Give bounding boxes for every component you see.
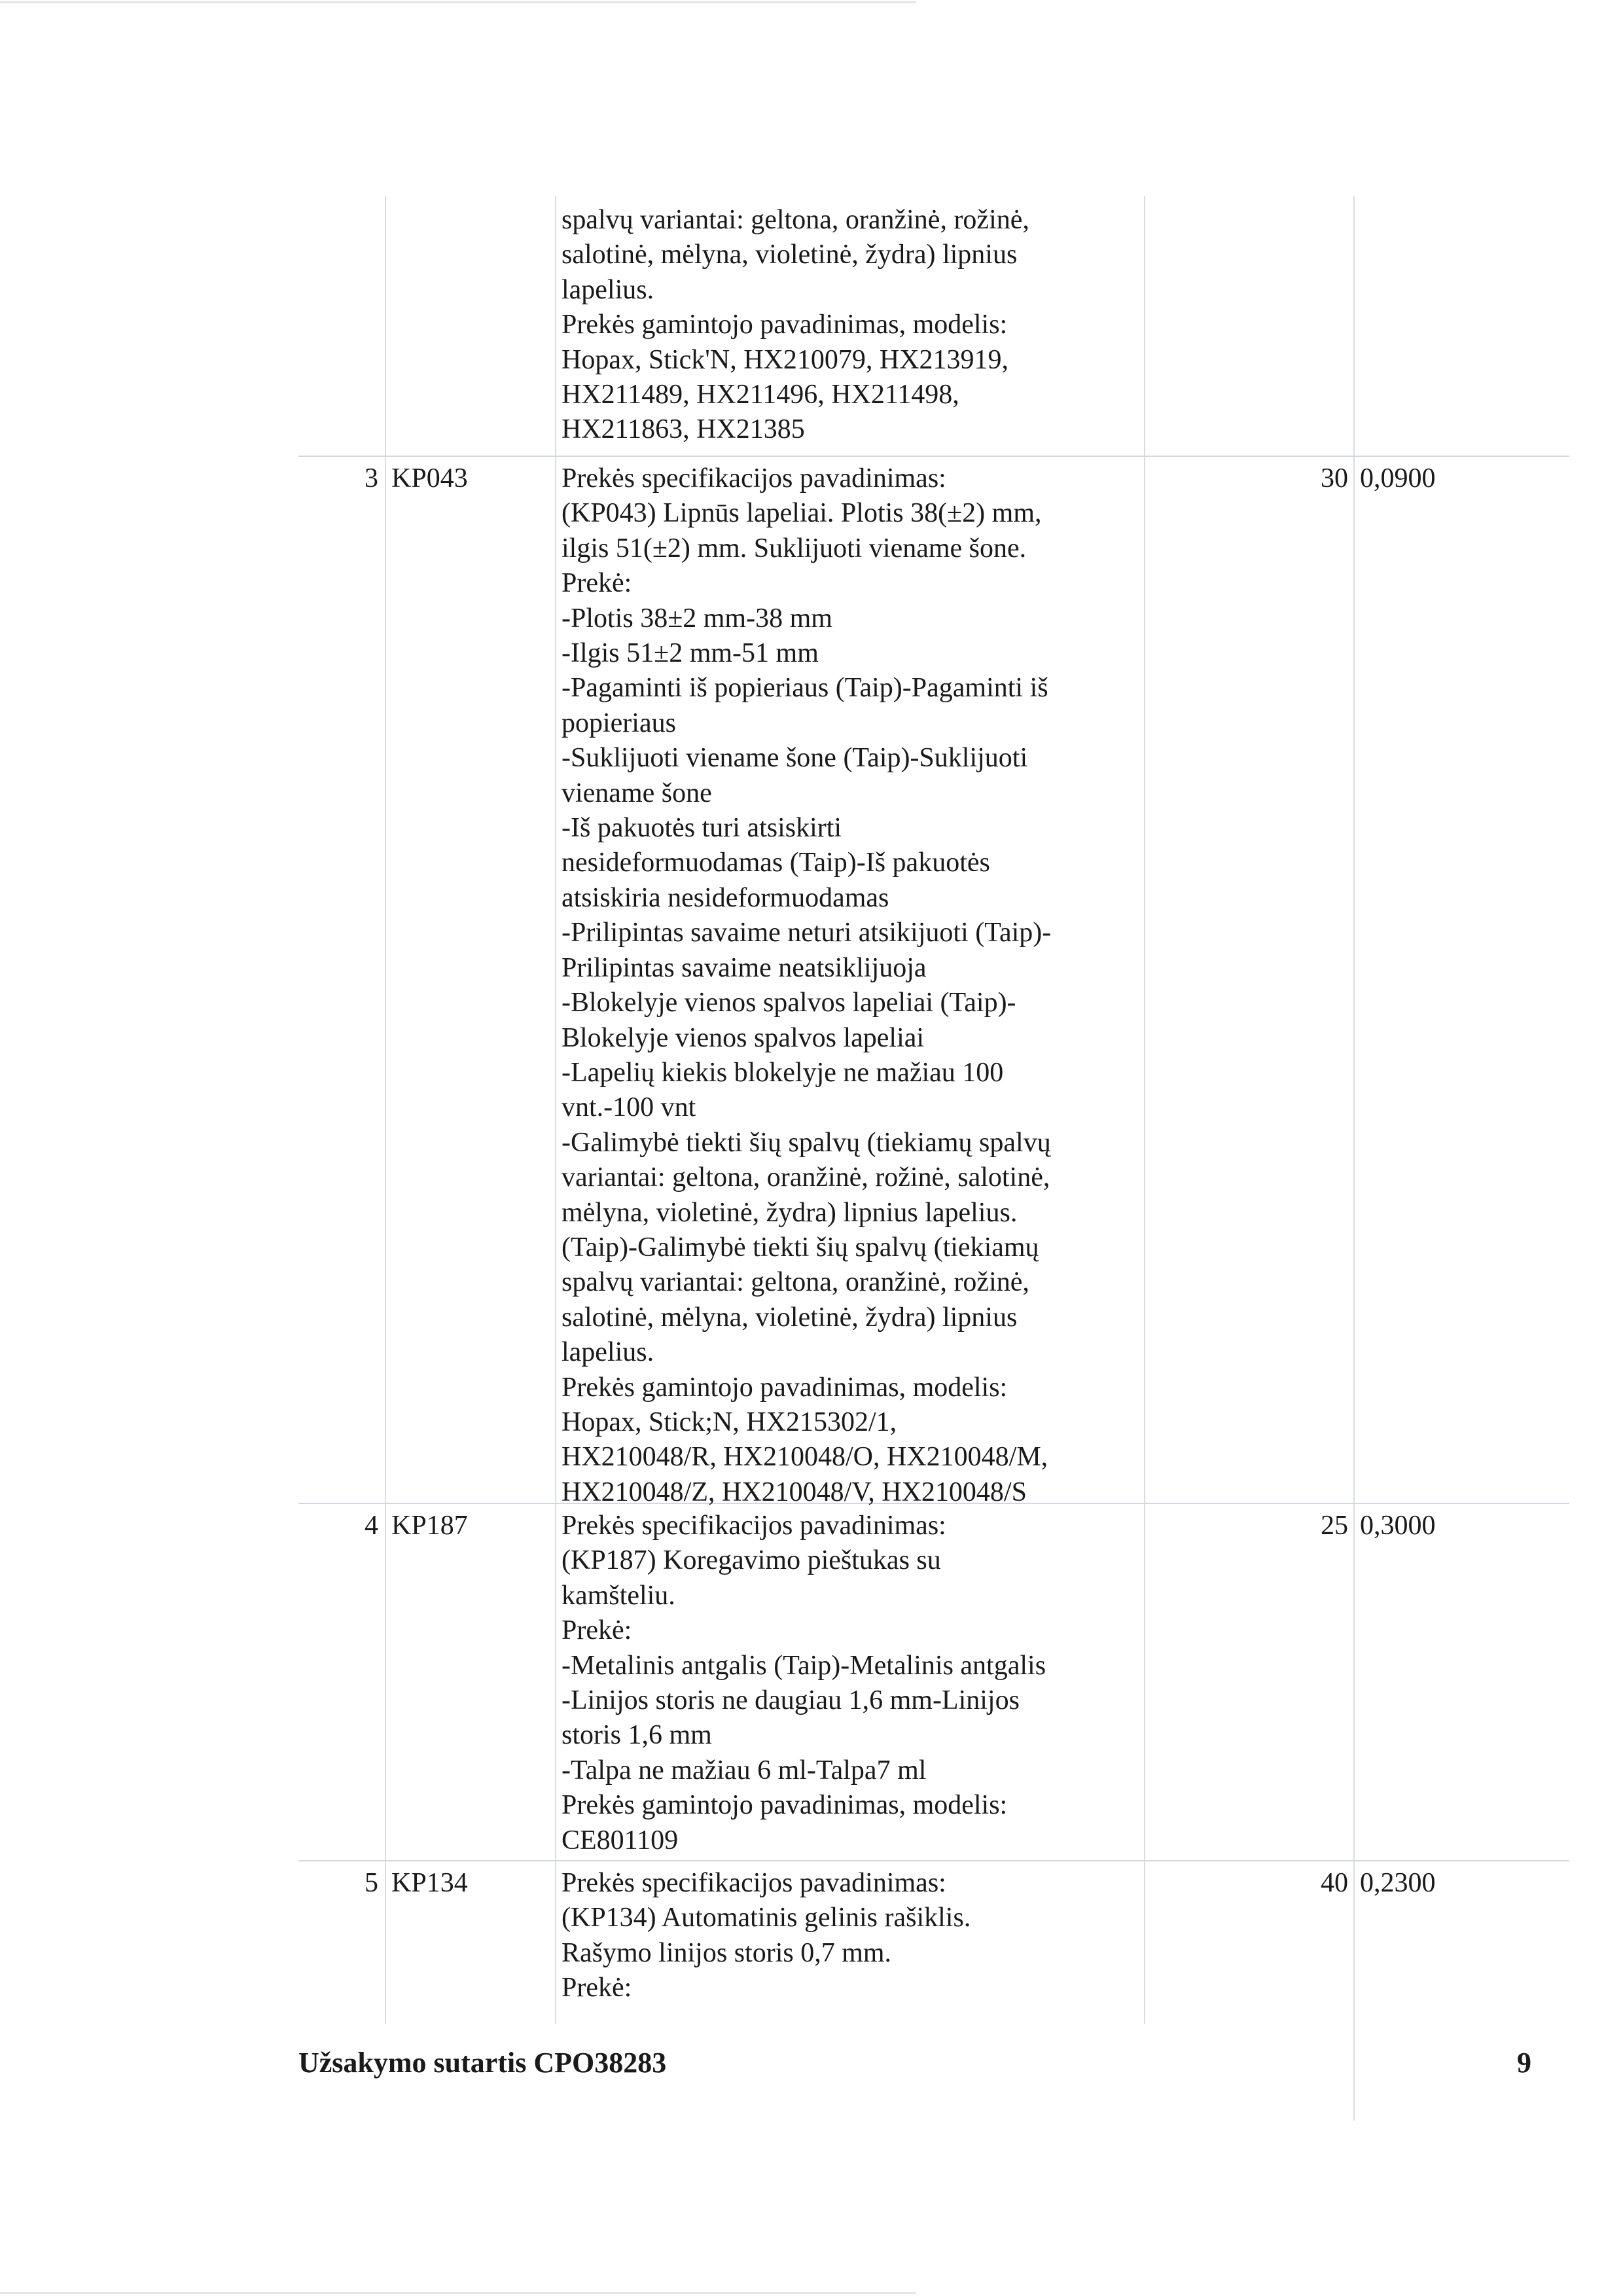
description-line: -Talpa ne mažiau 6 ml-Talpa7 ml: [562, 1755, 927, 1785]
description-line: Prilipintas savaime neatsiklijuoja: [562, 952, 927, 983]
description-line: -Metalinis antgalis (Taip)-Metalinis antgalis: [562, 1650, 1046, 1681]
row-number: 3: [365, 463, 378, 493]
scan-edge-top: [0, 1, 916, 3]
description-line: -Prilipintas savaime neturi atsikijuoti (Taip)-: [562, 918, 1052, 948]
description-line: Prekės specifikacijos pavadinimas:: [562, 463, 946, 493]
description-line: Blokelyje vienos spalvos lapeliai: [562, 1022, 925, 1053]
description-line: lapelius.: [562, 1337, 654, 1368]
description-line: HX210048/R, HX210048/O, HX210048/M,: [562, 1442, 1048, 1473]
description-line: variantai: geltona, oranžinė, rožinė, salotinė,: [562, 1162, 1050, 1193]
table-column-line: [1353, 196, 1355, 2121]
description-line: -Ilgis 51±2 mm-51 mm: [562, 638, 819, 669]
quantity: 40: [1321, 1868, 1348, 1898]
continued-description: [562, 203, 1137, 448]
footer-contract-title: Užsakymo sutartis CPO38283: [298, 2047, 667, 2079]
table-column-line: [1144, 196, 1145, 2024]
description-line: Prekės specifikacijos pavadinimas:: [562, 1868, 946, 1898]
description-line: mėlyna, violetinė, žydra) lipnius lapelius.: [562, 1197, 1018, 1228]
description-line: -Pagaminti iš popieriaus (Taip)-Pagaminti iš: [562, 673, 1048, 704]
table-row-line: [298, 456, 1569, 457]
description-line: ilgis 51(±2) mm. Suklijuoti viename šone.: [562, 533, 1027, 564]
description-line: salotinė, mėlyna, violetinė, žydra) lipnius: [562, 1302, 1018, 1333]
description-line: Prekė:: [562, 1973, 632, 2003]
description-line: Prekės gamintojo pavadinimas, modelis:: [562, 1790, 1008, 1821]
description-line: vnt.-100 vnt: [562, 1092, 696, 1123]
description-line: viename šone: [562, 778, 712, 808]
quantity: 30: [1321, 463, 1348, 493]
description-line: salotinė, mėlyna, violetinė, žydra) lipnius: [562, 240, 1018, 270]
description-line: (KP187) Koregavimo pieštukas su: [562, 1545, 941, 1576]
description-line: -Iš pakuotės turi atsiskirti: [562, 813, 842, 844]
description-line: Prekė:: [562, 568, 632, 599]
product-description: [562, 1866, 1137, 2006]
description-line: -Suklijuoti viename šone (Taip)-Suklijuoti: [562, 743, 1028, 774]
description-line: CE801109: [562, 1825, 679, 1856]
description-line: -Plotis 38±2 mm-38 mm: [562, 603, 832, 634]
scan-edge-bottom: [0, 2292, 916, 2294]
quantity: 25: [1321, 1511, 1348, 1541]
product-code: KP134: [391, 1868, 468, 1898]
description-line: -Blokelyje vienos spalvos lapeliai (Taip)-: [562, 988, 1016, 1018]
table-column-line: [385, 196, 386, 2024]
product-description: [562, 1509, 1137, 1858]
description-line: popieriaus: [562, 708, 676, 738]
description-line: nesideformuodamas (Taip)-Iš pakuotės: [562, 848, 990, 878]
description-line: HX211489, HX211496, HX211498,: [562, 380, 959, 410]
table-row-line: [298, 1860, 1569, 1861]
description-line: storis 1,6 mm: [562, 1720, 712, 1751]
description-line: -Linijos storis ne daugiau 1,6 mm-Linijos: [562, 1685, 1020, 1716]
row-number: 5: [365, 1868, 378, 1898]
description-line: HX211863, HX21385: [562, 414, 805, 445]
description-line: Prekės gamintojo pavadinimas, modelis:: [562, 310, 1008, 340]
product-description: [562, 461, 1137, 1510]
description-line: Hopax, Stick;N, HX215302/1,: [562, 1407, 897, 1437]
unit-price: 0,2300: [1360, 1868, 1436, 1898]
product-code: KP043: [391, 463, 468, 493]
description-line: Prekės specifikacijos pavadinimas:: [562, 1511, 946, 1541]
description-line: atsiskiria nesideformuodamas: [562, 882, 889, 913]
description-line: spalvų variantai: geltona, oranžinė, rožinė,: [562, 205, 1029, 235]
unit-price: 0,3000: [1360, 1511, 1436, 1541]
description-line: (KP043) Lipnūs lapeliai. Plotis 38(±2) mm,: [562, 498, 1042, 529]
description-line: Prekė:: [562, 1615, 632, 1646]
description-line: -Galimybė tiekti šių spalvų (tiekiamų spalvų: [562, 1127, 1051, 1158]
page-number: 9: [1517, 2047, 1531, 2079]
description-line: spalvų variantai: geltona, oranžinė, rožinė,: [562, 1267, 1029, 1298]
description-line: kamšteliu.: [562, 1580, 675, 1611]
description-line: Rašymo linijos storis 0,7 mm.: [562, 1937, 892, 1968]
row-number: 4: [365, 1511, 378, 1541]
description-line: -Lapelių kiekis blokelyje ne mažiau 100: [562, 1057, 1004, 1088]
unit-price: 0,0900: [1360, 463, 1436, 493]
description-line: HX210048/Z, HX210048/V, HX210048/S: [562, 1477, 1027, 1507]
description-line: Hopax, Stick'N, HX210079, HX213919,: [562, 344, 1009, 375]
description-line: lapelius.: [562, 274, 654, 305]
description-line: Prekės gamintojo pavadinimas, modelis:: [562, 1372, 1008, 1403]
product-code: KP187: [391, 1511, 468, 1541]
table-column-line: [555, 196, 556, 2024]
description-line: (Taip)-Galimybė tiekti šių spalvų (tiekiamų: [562, 1232, 1039, 1263]
description-line: (KP134) Automatinis gelinis rašiklis.: [562, 1903, 971, 1933]
